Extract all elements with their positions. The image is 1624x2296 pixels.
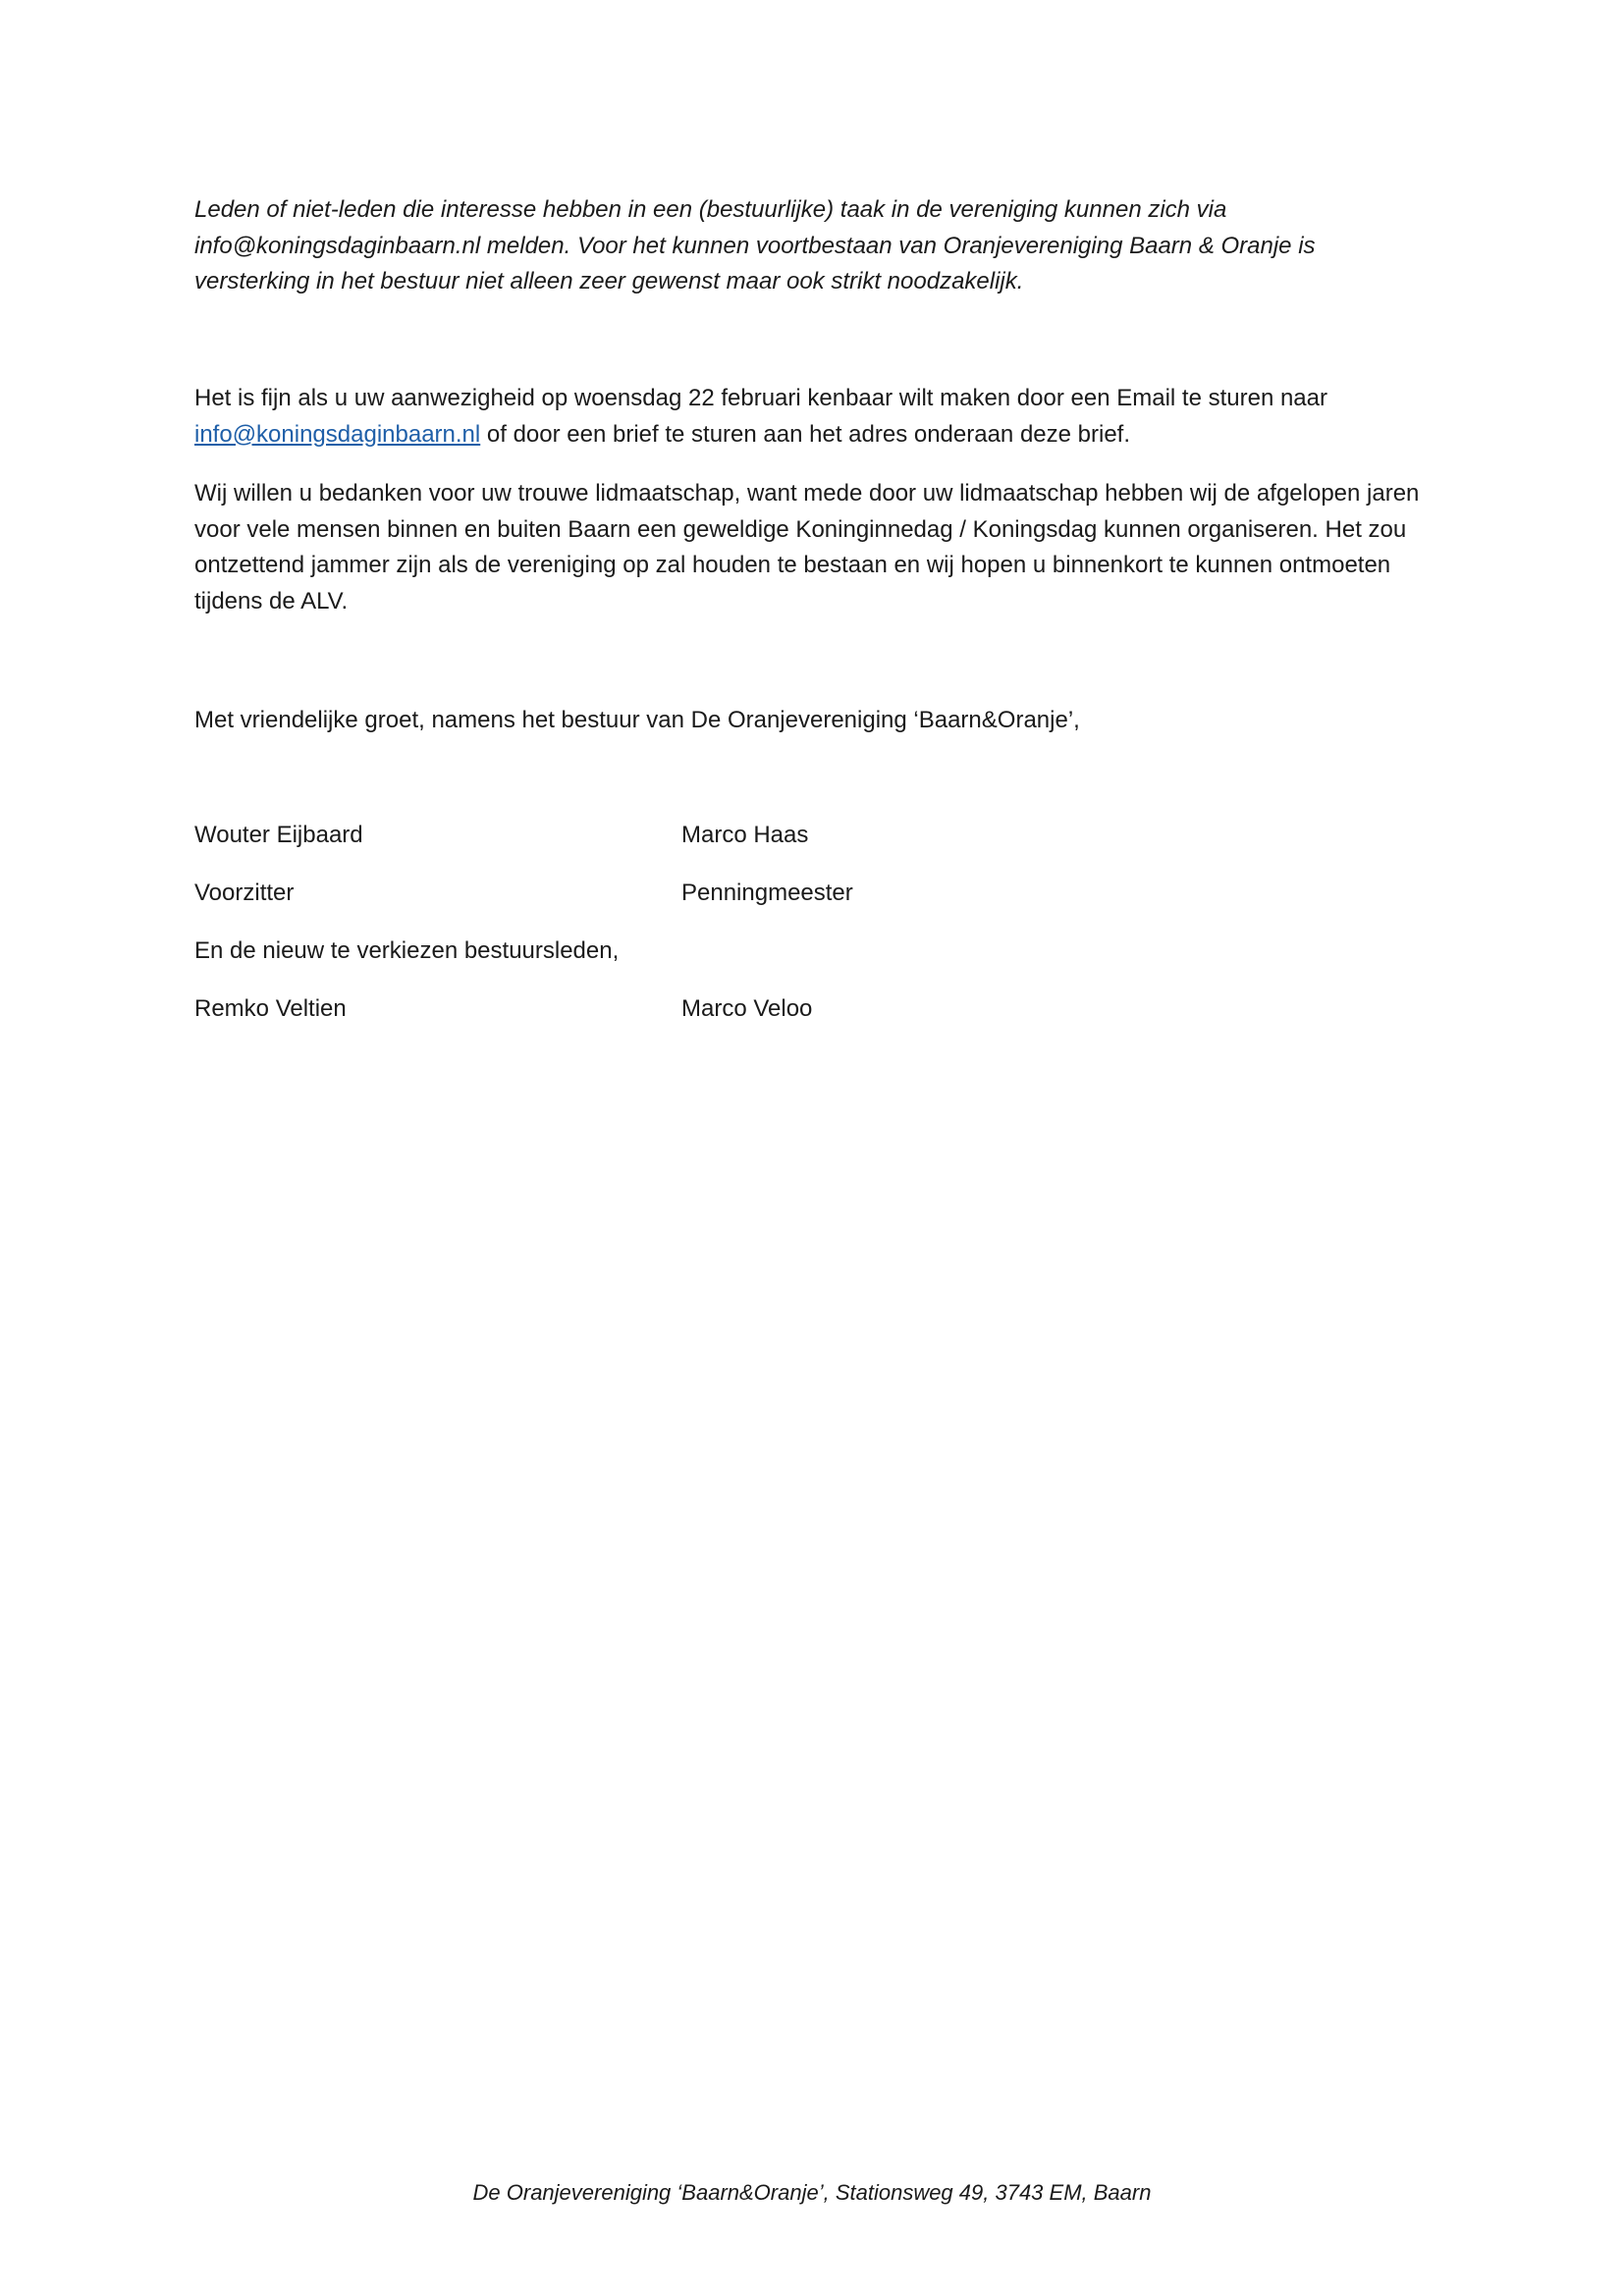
treasurer-role: Penningmeester xyxy=(681,880,853,906)
treasurer-name: Marco Haas xyxy=(681,822,809,848)
attendance-paragraph xyxy=(194,381,1432,453)
candidate-name-2: Marco Veloo xyxy=(681,995,813,1022)
closing-greeting: Met vriendelijke groet, namens het bestuur van De Oranjevereniging ‘Baarn&Oranje’, xyxy=(194,707,1080,733)
intro-paragraph: Leden of niet-leden die interesse hebben in een (bestuurlijke) taak in de vereniging kunnen zich via info@koningsdaginbaarn.nl melden. Voor het kunnen voortbestaan van Oranjevereniging Baarn & Oranje is versterking in het bestuur niet alleen zeer gewenst maar ook strikt noodzakelijk. xyxy=(194,196,1316,294)
thanks-paragraph: Wij willen u bedanken voor uw trouwe lidmaatschap, want mede door uw lidmaatschap hebben wij de afgelopen jaren voor vele mensen binnen en buiten Baarn een geweldige Koninginnedag / Koningsdag kunnen organiseren. Het zou ontzettend jammer zijn als de vereniging op zal houden te bestaan en wij hopen u binnenkort te kunnen ontmoeten tijdens de ALV. xyxy=(194,480,1420,614)
chair-name: Wouter Eijbaard xyxy=(194,822,363,848)
email-link[interactable]: info@koningsdaginbaarn.nl xyxy=(194,420,481,448)
chair-role: Voorzitter xyxy=(194,880,295,906)
footer-address: De Oranjevereniging ‘Baarn&Oranje’, Stationsweg 49, 3743 EM, Baarn xyxy=(472,2180,1152,2205)
attendance-text-after: of door een brief te sturen aan het adres onderaan deze brief. xyxy=(480,420,1131,448)
attendance-text-before: Het is fijn als u uw aanwezigheid op woensdag 22 februari kenbaar wilt maken door een Email te sturen naar xyxy=(194,385,1327,411)
candidate-name-1: Remko Veltien xyxy=(194,995,347,1022)
new-members-intro: En de nieuw te verkiezen bestuursleden, xyxy=(194,937,620,964)
